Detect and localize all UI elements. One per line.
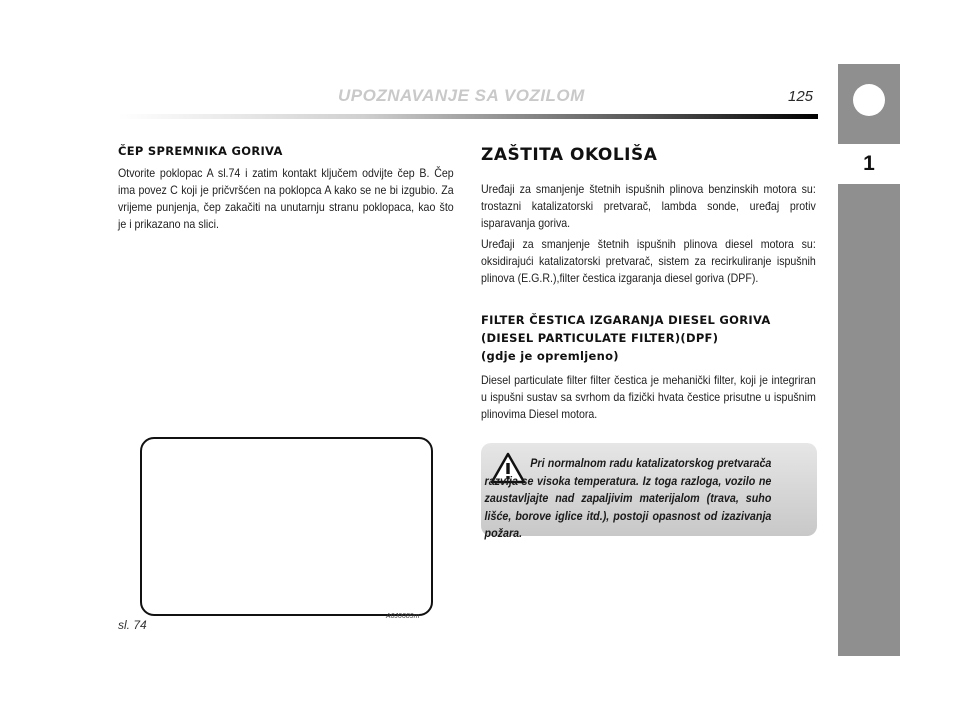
dpf-heading-line-2: (DIESEL PARTICULATE FILTER)(DPF): [481, 331, 719, 345]
fuel-cap-paragraph: Otvorite poklopac A sl.74 i zatim kontakt ključem odvijte čep B. Čep ima povez C koji je pričvršćen na poklopca A kako se ne bi izgubio. Za vrijeme punjenja, čep zakačiti na unutarnju stranu poklopaca, kao što je i prikazano na slici.: [118, 166, 454, 231]
environment-paragraph-2: Uređaji za smanjenje štetnih ispušnih plinova diesel motora su: oksidirajući katalizatorski pretvarač, sistem za recirkuliranje ispušnih plinova (E.G.R.),filter čestica izgaranja diesel goriva (DPF).: [481, 237, 816, 285]
figure-code: A0J0089m: [386, 613, 420, 620]
environment-paragraph-1: Uređaji za smanjenje štetnih ispušnih plinova benzinskih motora su: trostazni katalizatorski pretvarač, lambda sonde, uređaj protiv isparavanja goriva.: [481, 182, 816, 230]
dpf-heading-line-1: FILTER ČESTICA IZGARANJA DIESEL GORIVA: [481, 313, 771, 327]
chapter-tab: 1: [838, 144, 900, 184]
fuel-cap-heading: ČEP SPREMNIKA GORIVA: [118, 144, 283, 158]
dpf-paragraph: Diesel particulate filter filter čestica je mehanički filter, koji je integriran u ispušni sustav sa svrhom da fizički hvata čestice prisutne u ispušnim plinovima Diesel motora.: [481, 373, 816, 421]
page-header-title: UPOZNAVANJE SA VOZILOM: [338, 86, 585, 105]
chapter-circle-marker: [853, 84, 885, 116]
dpf-heading-line-3: (gdje je opremljeno): [481, 349, 619, 363]
page-number: 125: [788, 88, 814, 105]
environment-heading: ZAŠTITA OKOLIŠA: [481, 145, 658, 165]
header-rule: [118, 114, 818, 119]
figure-caption: sl. 74: [118, 618, 147, 632]
warning-text: Pri normalnom radu katalizatorskog pretvarača razvija se visoka temperatura. Iz toga razloga, vozilo ne zaustavljajte nad zapaljivim materijalom (trava, suho lišće, borove iglice itd.), postoji opasnost od izazivanja požara.: [484, 456, 772, 540]
figure-frame: [140, 437, 433, 616]
